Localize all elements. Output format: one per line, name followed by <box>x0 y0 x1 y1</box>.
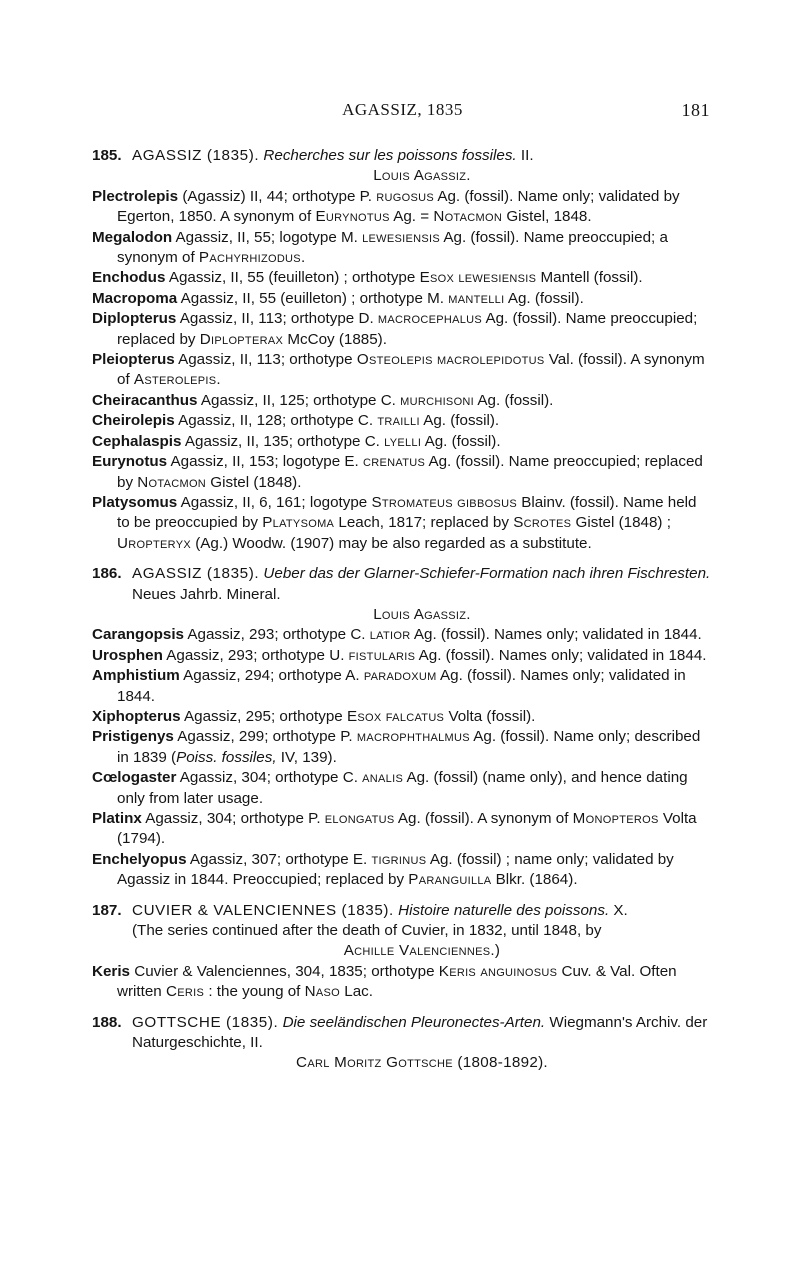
genus-name: Xiphopterus <box>92 707 181 725</box>
genus-text: Ag. = <box>393 208 430 226</box>
species-name: mantelli <box>448 289 505 307</box>
genus-text: Agassiz, 294; orthotype A. <box>183 667 360 685</box>
genus-text: : the young of <box>208 983 301 1001</box>
genus-text: Volta (fossil). <box>448 707 536 725</box>
genus-text: Ag. (fossil). <box>507 289 584 307</box>
genus-ref: Notacmon <box>137 473 207 491</box>
running-title: AGASSIZ, 1835 <box>342 100 463 119</box>
species-name: lewesiensis <box>458 269 537 287</box>
genus-text: Agassiz, 304; orthotype C. <box>179 769 358 787</box>
genus-entry <box>92 187 712 228</box>
genus-name: Cœlogaster <box>92 769 177 787</box>
genus-text: Ag. (fossil). <box>423 412 500 430</box>
genus-text: Ag. (fossil). Names only; validated in 1844. <box>413 626 702 644</box>
bibliography-body <box>92 146 712 1084</box>
species-name: lyelli <box>384 432 422 450</box>
species-name: paradoxum <box>363 667 437 685</box>
genus-name: Eurynotus <box>92 453 168 471</box>
genus-text: Ag. (fossil). A synonym of <box>397 810 569 827</box>
genus-text: Mantell (fossil). <box>540 269 643 287</box>
genus-text: Gistel, 1848. <box>506 208 592 226</box>
genus-ref: Esox <box>346 707 382 725</box>
genus-text: Leach, 1817; replaced by <box>338 514 509 532</box>
genus-entry <box>92 391 712 411</box>
genus-entry <box>92 809 712 850</box>
species-name: macrophthalmus <box>356 728 470 746</box>
genus-ref: Osteolepis <box>356 351 433 369</box>
entry-source: Neues Jahrb. Mineral. <box>132 585 281 603</box>
entry-citation <box>92 564 712 605</box>
genus-text: Ag. (fossil). Name only; described in 1839 ( <box>117 728 701 766</box>
genus-name: Enchelyopus <box>92 850 187 868</box>
species-name: analis <box>362 769 404 787</box>
genus-text: Agassiz, II, 55 (euilleton) ; orthotype M. <box>180 289 445 307</box>
genus-text: Ag. (fossil). Names only; validated in 1844. <box>418 646 707 664</box>
genus-text: Agassiz, 307; orthotype E. <box>189 850 368 868</box>
entry-title: Histoire naturelle des poissons. <box>398 901 610 919</box>
genus-text: Ag. (fossil). <box>424 432 501 450</box>
entry-citation <box>92 901 712 921</box>
entry-author: CUVIER & VALENCIENNES (1835). <box>132 901 394 919</box>
genus-text: Cuvier & Valenciennes, 304, 1835; orthotype <box>134 962 435 980</box>
genus-text: Ag. (fossil) ; name only; validated by Agassiz in 1844. Preoccupied; replaced by <box>117 850 674 889</box>
bibliography-entry <box>92 901 712 1003</box>
genus-name: Cheirolepis <box>92 412 175 430</box>
genus-text: Agassiz, II, 113; orthotype <box>178 351 353 369</box>
genus-text: Agassiz, 299; orthotype P. <box>177 728 353 746</box>
genus-name: Pristigenys <box>92 728 174 746</box>
genus-text: Agassiz, 293; orthotype U. <box>166 646 345 664</box>
genus-text: Agassiz, II, 125; orthotype C. <box>200 391 396 409</box>
entry-author: AGASSIZ (1835). <box>132 565 260 583</box>
species-name: tigrinus <box>371 850 427 868</box>
genus-entry <box>92 850 712 891</box>
species-name: anguinosus <box>480 962 558 980</box>
species-name: rugosus <box>376 187 434 205</box>
genus-ref: Uropteryx <box>117 534 191 552</box>
bibliography-entry <box>92 564 712 891</box>
genus-name: Platysomus <box>92 493 178 511</box>
entry-note: Louis Agassiz. <box>373 605 471 623</box>
genus-text: Agassiz, II, 113; orthotype D. <box>179 310 374 328</box>
genus-entry <box>92 707 712 727</box>
genus-text: (Agassiz) II, 44; orthotype P. <box>182 187 373 205</box>
bibliography-entry <box>92 1013 712 1074</box>
entry-title: Die seeländischen Pleuronectes-Arten. <box>282 1013 546 1031</box>
genus-text: Agassiz, II, 153; logotype E. <box>170 453 359 471</box>
entry-citation <box>92 1013 712 1054</box>
genus-entry <box>92 493 712 554</box>
entry-note: Louis Agassiz. <box>373 167 471 185</box>
genus-name: Carangopsis <box>92 626 184 644</box>
genus-name: Keris <box>92 962 130 980</box>
genus-name: Megalodon <box>92 228 173 246</box>
cited-work: Poiss. fossiles, <box>176 748 277 766</box>
species-name: latior <box>369 626 411 644</box>
genus-entry <box>92 309 712 350</box>
genus-ref: Notacmon <box>433 208 503 226</box>
genus-name: Platinx <box>92 810 142 827</box>
genus-text: Agassiz, II, 55 (feuilleton) ; orthotype <box>168 269 416 287</box>
entry-source: X. <box>613 901 628 919</box>
genus-entry <box>92 268 712 288</box>
genus-name: Pleiopterus <box>92 351 175 369</box>
species-name: macrocephalus <box>377 310 483 328</box>
genus-text: Blainv. (fossil). Name held to be preoccupied by <box>117 493 697 532</box>
genus-ref: Keris <box>438 962 477 980</box>
genus-text: Cuv. & Val. Often written <box>117 962 677 1001</box>
genus-name: Macropoma <box>92 289 178 307</box>
genus-text: Blkr. (1864). <box>495 871 578 889</box>
genus-text: Agassiz, II, 135; orthotype C. <box>184 432 380 450</box>
genus-ref: Asterolepis. <box>133 371 221 389</box>
genus-text: Gistel (1848) ; <box>575 514 671 532</box>
genus-ref: Paranguilla <box>408 871 492 889</box>
species-name: fistularis <box>348 646 416 664</box>
genus-text: McCoy (1885). <box>287 330 387 348</box>
genus-name: Cephalaspis <box>92 432 182 450</box>
genus-entry <box>92 350 712 391</box>
species-name: gibbosus <box>457 493 517 511</box>
genus-ref: Platysoma <box>262 514 335 532</box>
species-name: falcatus <box>385 707 445 725</box>
genus-name: Plectrolepis <box>92 187 179 205</box>
entry-number: 185. <box>92 147 122 164</box>
genus-text: (Ag.) Woodw. (1907) may be also regarded as a substitute. <box>195 534 592 552</box>
genus-ref: Ceris <box>165 983 205 1001</box>
entry-title: Recherches sur les poissons fossiles. <box>263 147 517 164</box>
genus-ref: Esox <box>419 269 455 287</box>
entry-number: 188. <box>92 1013 122 1031</box>
genus-text: Agassiz, 293; orthotype C. <box>187 626 366 644</box>
genus-ref: Diplopterax <box>199 330 284 348</box>
genus-text: Ag. (fossil) (name only), and hence dating only from later usage. <box>117 769 688 807</box>
genus-text: Ag. (fossil). Name only; validated by Egerton, 1850. A synonym of <box>117 187 680 226</box>
genus-ref: Eurynotus <box>315 208 390 226</box>
genus-text: Agassiz, II, 6, 161; logotype <box>180 493 368 511</box>
genus-text: Lac. <box>344 983 373 1001</box>
genus-entry <box>92 666 712 707</box>
genus-text: Agassiz, II, 55; logotype M. <box>175 228 358 246</box>
entry-title: Ueber das der Glarner-Schiefer-Formation nach ihren Fischresten. <box>263 565 711 583</box>
genus-text: Ag. (fossil). Name preoccupied; a synonym of <box>117 228 668 267</box>
page-number: 181 <box>681 100 710 120</box>
species-name: macrolepidotus <box>437 351 545 369</box>
genus-ref: Scrotes <box>513 514 572 532</box>
genus-name: Diplopterus <box>92 310 177 328</box>
genus-text: Gistel (1848). <box>210 473 302 491</box>
genus-text: Ag. (fossil). Name preoccupied; replaced by <box>117 453 703 491</box>
species-name: lewesiensis <box>362 228 441 246</box>
running-head <box>95 100 710 130</box>
genus-name: Urosphen <box>92 646 163 664</box>
genus-text: IV, 139). <box>280 748 337 766</box>
genus-text: Agassiz, II, 128; orthotype C. <box>178 412 374 430</box>
genus-text: Agassiz, 304; orthotype P. <box>145 810 321 827</box>
genus-entry <box>92 411 712 431</box>
genus-name: Enchodus <box>92 269 166 287</box>
entry-author: GOTTSCHE (1835). <box>132 1013 279 1031</box>
genus-name: Amphistium <box>92 667 180 685</box>
species-name: murchisoni <box>400 391 475 409</box>
entry-number: 186. <box>92 565 122 583</box>
entry-source: II. <box>520 147 534 164</box>
entry-note: Achille Valenciennes.) <box>343 942 501 960</box>
genus-entry <box>92 727 712 768</box>
entry-author: AGASSIZ (1835). <box>132 147 260 164</box>
genus-text: Volta (1794). <box>117 810 697 848</box>
genus-ref: Monopteros <box>572 810 659 827</box>
genus-text: Ag. (fossil). Name preoccupied; replaced by <box>117 310 698 348</box>
entry-number: 187. <box>92 901 122 919</box>
entry-source: Wiegmann's Archiv. der Naturgeschichte, II. <box>132 1013 708 1052</box>
genus-ref: Stromateus <box>371 493 453 511</box>
genus-ref: Pachyrhizodus. <box>198 249 306 267</box>
genus-entry <box>92 228 712 269</box>
entry-citation <box>92 146 712 166</box>
genus-ref: Naso <box>304 983 341 1001</box>
genus-entry <box>92 452 712 493</box>
species-name: elongatus <box>324 810 395 827</box>
genus-entry <box>92 432 712 452</box>
genus-entry <box>92 768 712 809</box>
species-name: crenatus <box>363 453 426 471</box>
genus-entry <box>92 625 712 645</box>
entry-note: Carl Moritz Gottsche (1808-1892). <box>296 1054 548 1072</box>
genus-text: Ag. (fossil). Names only; validated in 1844. <box>117 667 686 705</box>
genus-entry <box>92 646 712 666</box>
genus-entry <box>92 962 712 1003</box>
bibliography-entry <box>92 146 712 554</box>
genus-entry <box>92 289 712 309</box>
genus-text: Agassiz, 295; orthotype <box>184 707 343 725</box>
entry-note: (The series continued after the death of Cuvier, in 1832, until 1848, by <box>132 922 602 940</box>
species-name: trailli <box>377 412 420 430</box>
genus-text: Val. (fossil). A synonym of <box>117 351 705 389</box>
genus-name: Cheiracanthus <box>92 391 198 409</box>
genus-text: Ag. (fossil). <box>477 391 554 409</box>
